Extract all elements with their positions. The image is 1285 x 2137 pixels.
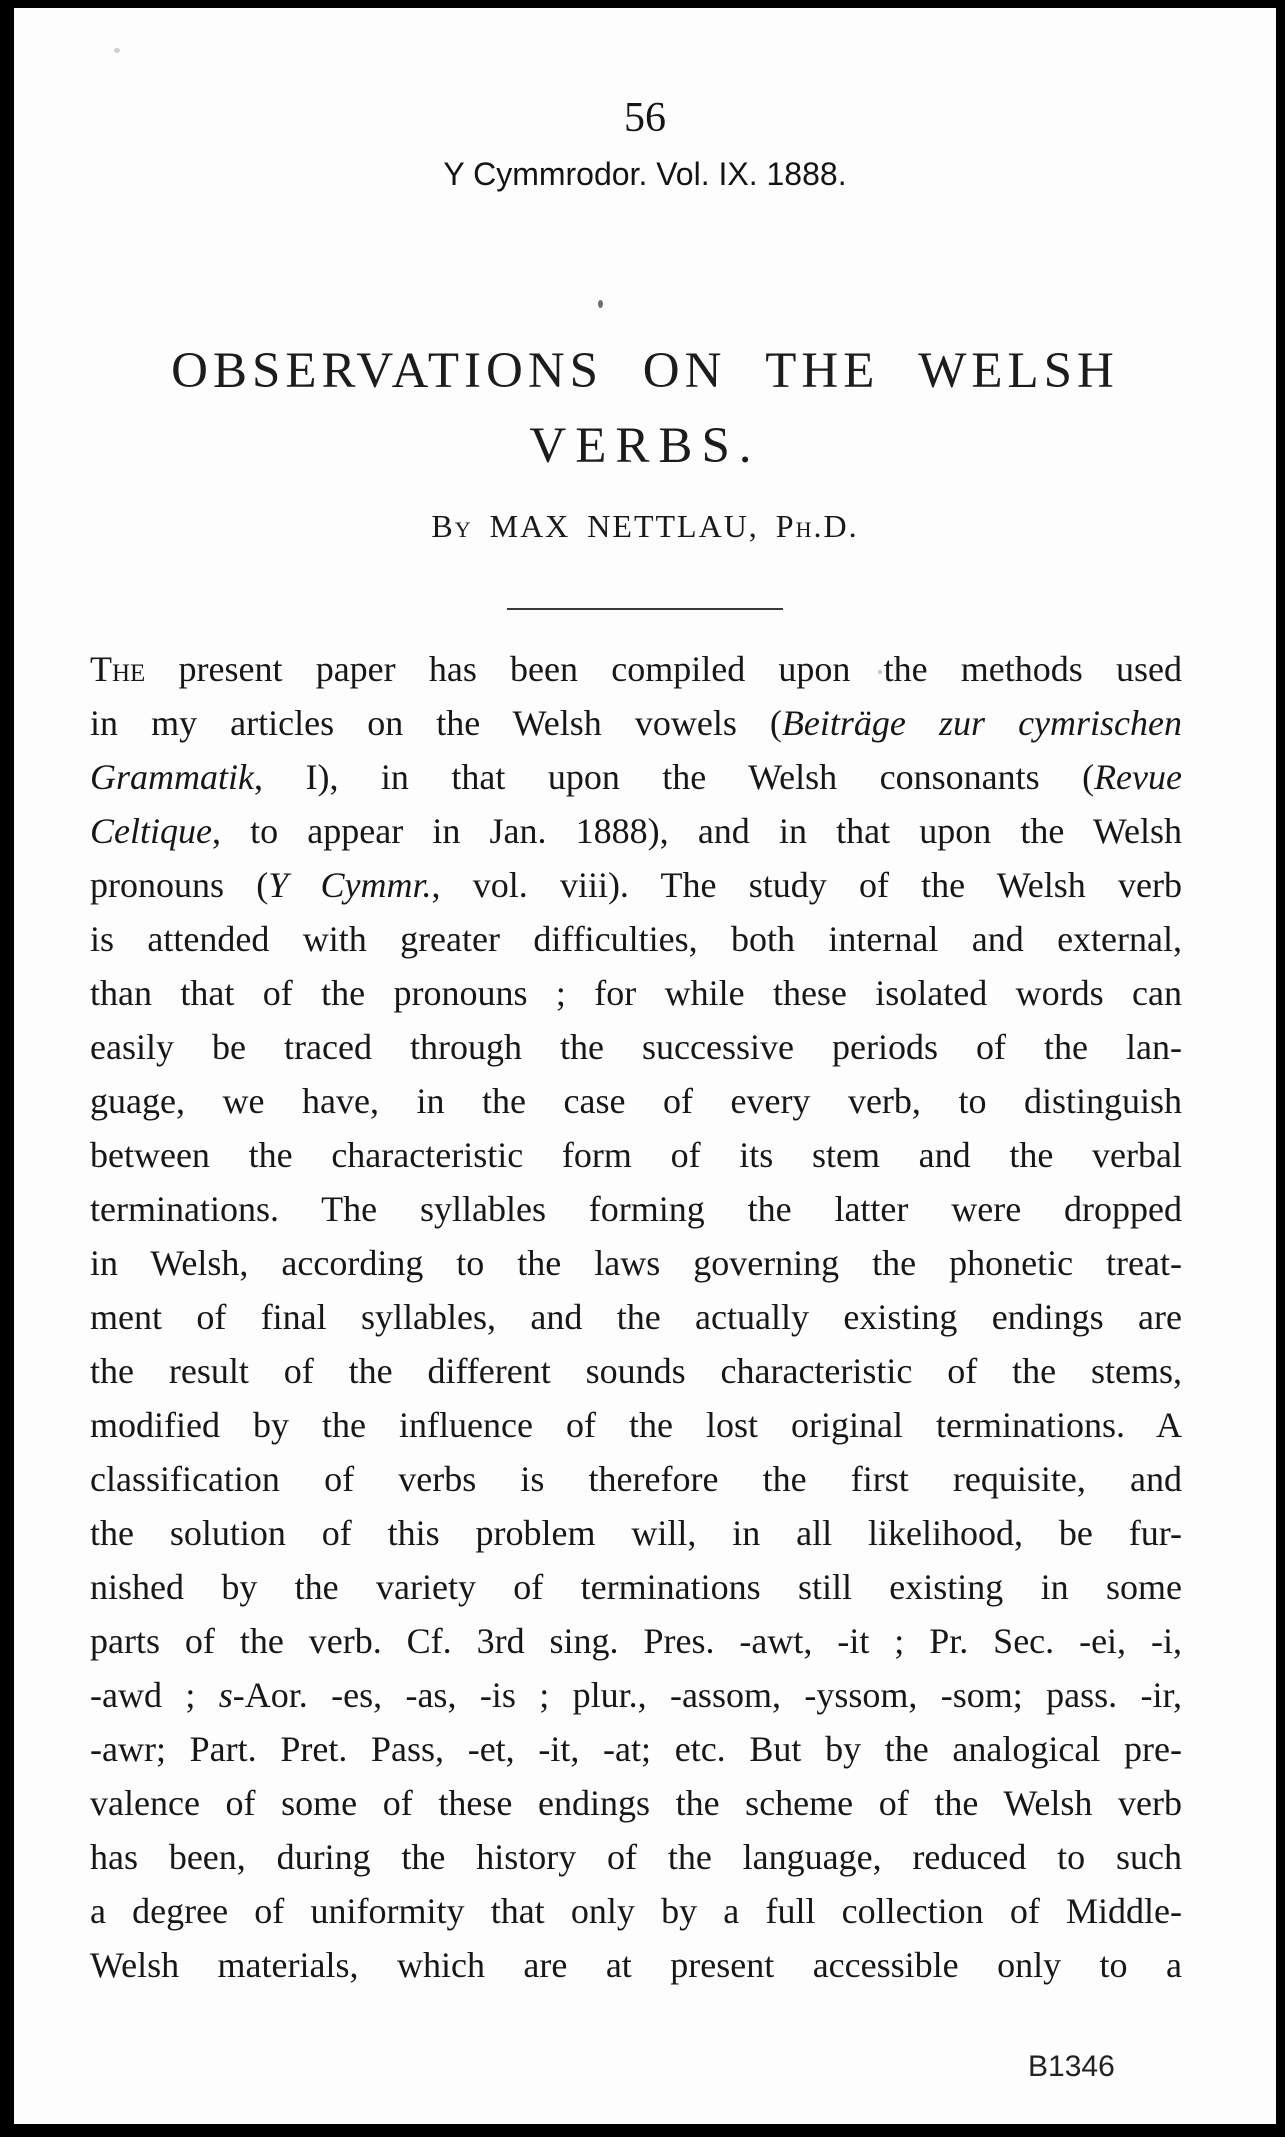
text-line: than that of the pronouns ; for while these isolated words can <box>90 973 1182 1013</box>
text-line: classification of verbs is therefore the first requisite, and <box>90 1459 1182 1499</box>
text-line: in Welsh, according to the laws governing the phonetic treat- <box>90 1243 1182 1283</box>
text-line: parts of the verb. Cf. 3rd sing. Pres. -awt, -it ; Pr. Sec. -ei, -i, <box>90 1621 1182 1661</box>
journal-header: Y Cymmrodor. Vol. IX. 1888. <box>443 156 847 192</box>
text-line: a degree of uniformity that only by a full collection of Middle- <box>90 1891 1182 1931</box>
text-line: Celtique, to appear in Jan. 1888), and in that upon the Welsh <box>90 811 1182 851</box>
text-line: Grammatik, I), in that upon the Welsh consonants (Revue <box>90 757 1182 797</box>
divider-rule <box>507 608 783 610</box>
title-line-2: VERBS. <box>529 418 761 474</box>
title-line-1: OBSERVATIONS ON THE WELSH <box>171 343 1119 399</box>
scan-speck <box>114 48 120 53</box>
text-line: guage, we have, in the case of every verb, to distinguish <box>90 1081 1182 1121</box>
text-line: the solution of this problem will, in all likelihood, be fur- <box>90 1513 1182 1553</box>
page-number: 56 <box>624 95 666 141</box>
catalog-number: B1346 <box>1028 2050 1115 2083</box>
text-line: the result of the different sounds characteristic of the stems, <box>90 1351 1182 1391</box>
text-line: -awd ; s-Aor. -es, -as, -is ; plur., -assom, -yssom, -som; pass. -ir, <box>90 1675 1183 1715</box>
byline: By MAX NETTLAU, Ph.D. <box>431 508 859 544</box>
article-title <box>14 342 1276 475</box>
text-line: ment of final syllables, and the actually existing endings are <box>90 1297 1182 1337</box>
text-line: valence of some of these endings the scheme of the Welsh verb <box>90 1783 1182 1823</box>
text-line: easily be traced through the successive periods of the lan- <box>90 1027 1182 1067</box>
text-line: between the characteristic form of its stem and the verbal <box>90 1135 1182 1175</box>
text-line: -awr; Part. Pret. Pass, -et, -it, -at; etc. But by the analogical pre- <box>90 1729 1182 1769</box>
text-line: has been, during the history of the language, reduced to such <box>90 1837 1182 1877</box>
text-line: modified by the influence of the lost original terminations. A <box>90 1405 1182 1445</box>
text-line: nished by the variety of terminations still existing in some <box>90 1567 1182 1607</box>
scan-speck <box>598 300 603 308</box>
text-line: Welsh materials, which are at present accessible only to a <box>90 1945 1182 1985</box>
text-line: The present paper has been compiled upon the methods used <box>90 649 1182 689</box>
text-line: terminations. The syllables forming the latter were dropped <box>90 1189 1182 1229</box>
text-line: is attended with greater difficulties, both internal and external, <box>90 919 1182 959</box>
text-line: pronouns (Y Cymmr., vol. viii). The study of the Welsh verb <box>90 865 1182 905</box>
document-page <box>14 8 1276 2124</box>
text-line: in my articles on the Welsh vowels (Beiträge zur cymrischen <box>90 703 1182 743</box>
article-body <box>90 642 1182 1992</box>
